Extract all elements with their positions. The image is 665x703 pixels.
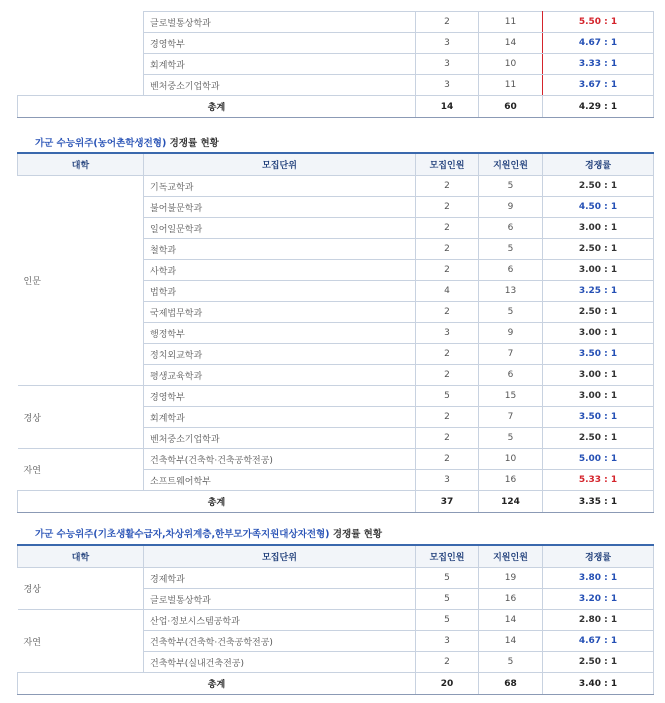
dept-cell: 글로벌통상학과 (144, 12, 416, 33)
college-cell: 경상 (18, 568, 144, 610)
table-rural (17, 152, 654, 513)
header-applicants: 지원인원 (479, 545, 543, 568)
section-title-rest: 경쟁률 현황 (166, 138, 219, 149)
applicants-cell: 14 (479, 33, 543, 54)
rate-cell: 5.00 : 1 (543, 449, 654, 470)
section-title-highlight: 가군 수능위주(기초생활수급자,차상위계층,한부모가족지원대상자전형) (35, 529, 330, 540)
rate-cell: 2.50 : 1 (543, 239, 654, 260)
applicants-cell: 19 (479, 568, 543, 589)
applicants-cell: 15 (479, 386, 543, 407)
rate-cell: 3.50 : 1 (543, 344, 654, 365)
total-quota: 20 (416, 673, 479, 695)
rate-cell: 3.00 : 1 (543, 260, 654, 281)
section-title-rest: 경쟁률 현황 (329, 529, 383, 540)
dept-cell: 평생교육학과 (144, 365, 416, 386)
rate-cell: 2.80 : 1 (543, 610, 654, 631)
header-dept: 모집단위 (144, 153, 416, 176)
header-college: 대학 (18, 153, 144, 176)
applicants-cell: 5 (479, 239, 543, 260)
dept-cell: 경영학부 (144, 33, 416, 54)
college-cell: 자연 (18, 610, 144, 673)
total-row (18, 673, 654, 695)
total-rate: 4.29 : 1 (543, 96, 654, 118)
rate-cell: 3.80 : 1 (543, 568, 654, 589)
dept-cell: 회계학과 (144, 407, 416, 428)
total-label: 총계 (18, 491, 416, 513)
rate-cell: 3.00 : 1 (543, 323, 654, 344)
quota-cell: 3 (416, 54, 479, 75)
dept-cell: 법학과 (144, 281, 416, 302)
table-continued (17, 11, 654, 118)
rate-cell: 4.67 : 1 (543, 631, 654, 652)
quota-cell: 5 (416, 568, 479, 589)
quota-cell: 2 (416, 428, 479, 449)
dept-cell: 사학과 (144, 260, 416, 281)
college-cell: 경상 (18, 386, 144, 449)
header-college: 대학 (18, 545, 144, 568)
applicants-cell: 10 (479, 54, 543, 75)
dept-cell: 기독교학과 (144, 176, 416, 197)
dept-cell: 일어일문학과 (144, 218, 416, 239)
quota-cell: 3 (416, 323, 479, 344)
applicants-cell: 6 (479, 260, 543, 281)
quota-cell: 2 (416, 365, 479, 386)
section-title-low-income (35, 526, 382, 540)
applicants-cell: 9 (479, 197, 543, 218)
quota-cell: 2 (416, 218, 479, 239)
quota-cell: 2 (416, 12, 479, 33)
dept-cell: 국제법무학과 (144, 302, 416, 323)
applicants-cell: 10 (479, 449, 543, 470)
dept-cell: 소프트웨어학부 (144, 470, 416, 491)
quota-cell: 2 (416, 449, 479, 470)
rate-cell: 2.50 : 1 (543, 428, 654, 449)
table-row (18, 568, 654, 589)
dept-cell: 경영학부 (144, 386, 416, 407)
college-cell: 인문 (18, 176, 144, 386)
header-quota: 모집인원 (416, 545, 479, 568)
section-title-highlight: 가군 수능위주(농어촌학생전형) (35, 138, 167, 149)
header-dept: 모집단위 (144, 545, 416, 568)
rate-cell: 3.00 : 1 (543, 386, 654, 407)
rate-cell: 2.50 : 1 (543, 302, 654, 323)
quota-cell: 3 (416, 470, 479, 491)
applicants-cell: 16 (479, 589, 543, 610)
applicants-cell: 14 (479, 610, 543, 631)
college-cell (18, 12, 144, 96)
table-row (18, 176, 654, 197)
total-label: 총계 (18, 673, 416, 695)
quota-cell: 3 (416, 75, 479, 96)
rate-cell: 4.67 : 1 (543, 33, 654, 54)
table-row (18, 449, 654, 470)
applicants-cell: 7 (479, 344, 543, 365)
total-row (18, 96, 654, 118)
quota-cell: 3 (416, 631, 479, 652)
applicants-cell: 6 (479, 365, 543, 386)
dept-cell: 회계학과 (144, 54, 416, 75)
rate-cell: 2.50 : 1 (543, 652, 654, 673)
applicants-cell: 5 (479, 176, 543, 197)
rate-cell: 3.00 : 1 (543, 218, 654, 239)
applicants-cell: 9 (479, 323, 543, 344)
table-row (18, 12, 654, 33)
applicants-cell: 6 (479, 218, 543, 239)
applicants-cell: 11 (479, 75, 543, 96)
quota-cell: 2 (416, 407, 479, 428)
header-rate: 경쟁률 (543, 153, 654, 176)
total-label: 총계 (18, 96, 416, 118)
rate-cell: 4.50 : 1 (543, 197, 654, 218)
quota-cell: 5 (416, 386, 479, 407)
section-title-rural (35, 135, 219, 149)
dept-cell: 불어불문학과 (144, 197, 416, 218)
rate-cell: 5.50 : 1 (543, 12, 654, 33)
dept-cell: 철학과 (144, 239, 416, 260)
applicants-cell: 5 (479, 428, 543, 449)
college-cell: 자연 (18, 449, 144, 491)
dept-cell: 산업·정보시스템공학과 (144, 610, 416, 631)
rate-cell: 3.67 : 1 (543, 75, 654, 96)
dept-cell: 건축학부(실내건축전공) (144, 652, 416, 673)
total-applicants: 124 (479, 491, 543, 513)
table-row (18, 386, 654, 407)
quota-cell: 5 (416, 589, 479, 610)
dept-cell: 건축학부(건축학·건축공학전공) (144, 631, 416, 652)
applicants-cell: 5 (479, 652, 543, 673)
quota-cell: 2 (416, 197, 479, 218)
applicants-cell: 7 (479, 407, 543, 428)
rate-cell: 3.25 : 1 (543, 281, 654, 302)
table-row (18, 610, 654, 631)
total-rate: 3.40 : 1 (543, 673, 654, 695)
quota-cell: 2 (416, 344, 479, 365)
applicants-cell: 16 (479, 470, 543, 491)
quota-cell: 2 (416, 176, 479, 197)
quota-cell: 2 (416, 260, 479, 281)
header-quota: 모집인원 (416, 153, 479, 176)
dept-cell: 글로벌통상학과 (144, 589, 416, 610)
applicants-cell: 13 (479, 281, 543, 302)
quota-cell: 2 (416, 239, 479, 260)
dept-cell: 행정학부 (144, 323, 416, 344)
total-quota: 14 (416, 96, 479, 118)
rate-cell: 3.33 : 1 (543, 54, 654, 75)
rate-cell: 5.33 : 1 (543, 470, 654, 491)
quota-cell: 2 (416, 652, 479, 673)
dept-cell: 벤처중소기업학과 (144, 428, 416, 449)
applicants-cell: 14 (479, 631, 543, 652)
total-applicants: 60 (479, 96, 543, 118)
applicants-cell: 11 (479, 12, 543, 33)
quota-cell: 5 (416, 610, 479, 631)
header-rate: 경쟁률 (543, 545, 654, 568)
dept-cell: 경제학과 (144, 568, 416, 589)
dept-cell: 건축학부(건축학·건축공학전공) (144, 449, 416, 470)
total-rate: 3.35 : 1 (543, 491, 654, 513)
header-applicants: 지원인원 (479, 153, 543, 176)
dept-cell: 정치외교학과 (144, 344, 416, 365)
total-quota: 37 (416, 491, 479, 513)
quota-cell: 4 (416, 281, 479, 302)
quota-cell: 2 (416, 302, 479, 323)
rate-cell: 2.50 : 1 (543, 176, 654, 197)
quota-cell: 3 (416, 33, 479, 54)
total-applicants: 68 (479, 673, 543, 695)
total-row (18, 491, 654, 513)
applicants-cell: 5 (479, 302, 543, 323)
rate-cell: 3.20 : 1 (543, 589, 654, 610)
table-low-income (17, 544, 654, 695)
dept-cell: 벤처중소기업학과 (144, 75, 416, 96)
rate-cell: 3.00 : 1 (543, 365, 654, 386)
rate-cell: 3.50 : 1 (543, 407, 654, 428)
